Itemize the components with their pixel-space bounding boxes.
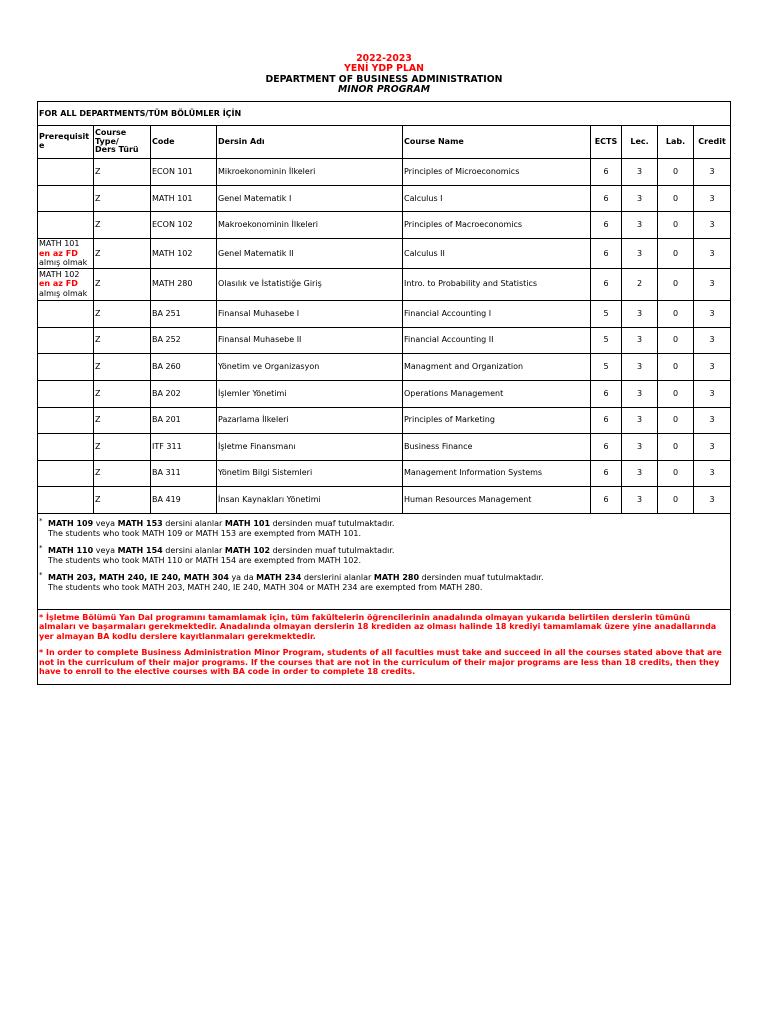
course-code-cell: ECON 101 [151,159,217,186]
requirement-en: * In order to complete Business Administration Minor Program, students of all faculties must take and succeed in all the courses stated above that are not in the curriculum of their major programs. If the courses that are not in the curriculum of their major programs are less than 18 credits, then they have to enroll to the elective courses with BA code in order to complete 18 credits. [39,648,722,677]
lab-hours-cell: 0 [658,486,694,513]
ects-cell: 6 [591,159,622,186]
course-row [38,486,731,513]
requirements [38,609,731,684]
credit-cell: 3 [694,159,731,186]
lecture-hours-cell: 3 [622,212,658,239]
course-type-cell: Z [94,186,151,212]
course-code-cell: ECON 102 [151,212,217,239]
credit-cell: 3 [694,353,731,380]
note-text-en: The students who took MATH 110 or MATH 154 are exempted from MATH 102. [48,555,362,565]
credit-cell: 3 [694,486,731,513]
credit-cell: 3 [694,300,731,327]
course-code: MATH 153 [117,518,163,528]
note-text-tr [48,546,729,556]
course-row [38,186,731,212]
course-code-cell: BA 311 [151,460,217,486]
course-type-cell: Z [94,460,151,486]
lab-hours-cell: 0 [658,186,694,212]
ects-cell: 6 [591,433,622,460]
column-header-credit: Credit [694,126,731,159]
lab-hours-cell: 0 [658,407,694,433]
requirements-row [38,609,731,684]
course-type-cell: Z [94,353,151,380]
prerequisite-cell [38,159,94,186]
exemption-notes-row [38,513,731,609]
note-text: ya da [228,572,257,582]
ects-cell: 5 [591,353,622,380]
column-header-lab: Lab. [658,126,694,159]
course-code-cell: BA 252 [151,327,217,353]
course-name-en-cell: Principles of Microeconomics [403,159,591,186]
course-name-tr-cell: İşletme Finansmanı [217,433,403,460]
prerequisite-cell [38,327,94,353]
course-row [38,460,731,486]
lab-hours-cell: 0 [658,212,694,239]
course-type-cell: Z [94,159,151,186]
ects-cell: 6 [591,186,622,212]
lecture-hours-cell: 3 [622,433,658,460]
lab-hours-cell: 0 [658,239,694,269]
lab-hours-cell: 0 [658,353,694,380]
course-type-cell: Z [94,486,151,513]
course-name-en-cell: Intro. to Probability and Statistics [403,268,591,300]
course-row [38,327,731,353]
course-name-tr-cell: Yönetim Bilgi Sistemleri [217,460,403,486]
note-text: veya [93,518,118,528]
ects-cell: 6 [591,268,622,300]
note-text: dersinden muaf tutulmaktadır. [270,545,395,555]
department-title: DEPARTMENT OF BUSINESS ADMINISTRATION [265,73,503,85]
course-name-tr-cell: İşlemler Yönetimi [217,380,403,407]
course-type-cell: Z [94,380,151,407]
course-name-en-cell: Principles of Macroeconomics [403,212,591,239]
course-name-tr-cell: Makroekonominin İlkeleri [217,212,403,239]
note-text: derslerini alanlar [301,572,374,582]
course-name-en-cell: Business Finance [403,433,591,460]
lab-hours-cell: 0 [658,268,694,300]
credit-cell: 3 [694,186,731,212]
prerequisite-cell [38,212,94,239]
ects-cell: 6 [591,212,622,239]
course-row [38,380,731,407]
requirement-tr: * İşletme Bölümü Yan Dal programını tamamlamak için, tüm fakültelerin öğrencilerinin anadalında olmayan yukarıda belirtilen derslerin tümünü almaları ve başarmaları gerekmektedir. Anadalında olmayan derslerin 18 krediden az olması halinde 18 krediyi tamamlamak üzere yine anadallarında yer almayan BA kodlu derslere kayıtlanmaları gerekmektedir. [39,612,717,641]
course-name-tr-cell: Finansal Muhasebe I [217,300,403,327]
course-name-en-cell: Financial Accounting II [403,327,591,353]
lecture-hours-cell: 3 [622,380,658,407]
course-row [38,268,731,300]
course-type-cell: Z [94,268,151,300]
course-name-tr-cell: Finansal Muhasebe II [217,327,403,353]
course-name-en-cell: Calculus I [403,186,591,212]
course-name-en-cell: Operations Management [403,380,591,407]
table-footer [38,513,731,684]
course-row [38,433,731,460]
course-type-label-en: Course Type/ [95,127,127,146]
prerequisite-cell [38,300,94,327]
prerequisite-cell [38,239,94,269]
course-row [38,212,731,239]
course-code-cell: ITF 311 [151,433,217,460]
note-text: dersini alanlar [162,518,225,528]
note-text-tr [48,573,729,583]
column-header-code: Code [151,126,217,159]
course-code-cell: BA 419 [151,486,217,513]
note-text: veya [93,545,118,555]
course-code: MATH 203, MATH 240, IE 240, MATH 304 [48,572,229,582]
prerequisite-cell [38,380,94,407]
credit-cell: 3 [694,212,731,239]
note-marker: * [39,543,43,552]
course-code: MATH 102 [224,545,271,555]
program-title: MINOR PROGRAM [338,84,430,96]
note-text: dersinden muaf tutulmaktadır. [270,518,395,528]
lab-hours-cell: 0 [658,460,694,486]
column-header-row [38,126,731,159]
note-text: dersinden muaf tutulmaktadır. [419,572,544,582]
course-name-tr-cell: Pazarlama İlkeleri [217,407,403,433]
prerequisite-cell [38,186,94,212]
note-marker: * [39,570,43,579]
prerequisite-cell [38,353,94,380]
ects-cell: 5 [591,300,622,327]
course-row [38,159,731,186]
course-code: MATH 234 [256,572,302,582]
course-row [38,407,731,433]
course-type-cell: Z [94,239,151,269]
note-text-tr [48,519,729,529]
exemption-note [39,543,729,566]
course-name-en-cell: Calculus II [403,239,591,269]
credit-cell: 3 [694,327,731,353]
lab-hours-cell: 0 [658,327,694,353]
course-type-cell: Z [94,407,151,433]
course-code-cell: BA 251 [151,300,217,327]
ects-cell: 6 [591,239,622,269]
note-marker: * [39,516,43,525]
column-header-prerequisite: Prerequisite [38,126,94,159]
ects-cell: 6 [591,380,622,407]
course-name-tr-cell: İnsan Kaynakları Yönetimi [217,486,403,513]
course-type-cell: Z [94,327,151,353]
course-code-cell: MATH 101 [151,186,217,212]
prereq-course: MATH 102 [39,269,80,279]
course-name-en-cell: Management Information Systems [403,460,591,486]
course-name-tr-cell: Mikroekonominin İlkeleri [217,159,403,186]
prerequisite-cell [38,268,94,300]
prereq-course: MATH 101 [39,239,80,248]
note-text-en: The students who took MATH 203, MATH 240, IE 240, MATH 304 or MATH 234 are exempted from MATH 280. [48,582,483,592]
course-name-en-cell: Human Resources Management [403,486,591,513]
course-code-cell: BA 201 [151,407,217,433]
course-code: MATH 110 [48,545,94,555]
credit-cell: 3 [694,380,731,407]
lecture-hours-cell: 3 [622,239,658,269]
ects-cell: 6 [591,407,622,433]
column-header-dersin-adi: Dersin Adı [217,126,403,159]
academic-year: 2022-2023 [356,53,412,64]
course-row [38,239,731,269]
section-title-row [38,102,731,126]
note-text: dersini alanlar [162,545,225,555]
lecture-hours-cell: 3 [622,353,658,380]
course-code-cell: MATH 102 [151,239,217,269]
lab-hours-cell: 0 [658,300,694,327]
course-code-cell: BA 202 [151,380,217,407]
prerequisite-cell [38,433,94,460]
course-rows [38,159,731,514]
course-name-tr-cell: Genel Matematik I [217,186,403,212]
exemption-note [39,570,729,593]
credit-cell: 3 [694,268,731,300]
course-code-cell: MATH 280 [151,268,217,300]
prerequisite-cell [38,460,94,486]
course-name-en-cell: Principles of Marketing [403,407,591,433]
lecture-hours-cell: 3 [622,327,658,353]
lecture-hours-cell: 3 [622,486,658,513]
credit-cell: 3 [694,239,731,269]
table-head [38,102,731,159]
lecture-hours-cell: 3 [622,300,658,327]
prerequisite-cell [38,407,94,433]
lecture-hours-cell: 3 [622,407,658,433]
column-header-lec: Lec. [622,126,658,159]
note-text-en: The students who took MATH 109 or MATH 153 are exempted from MATH 101. [48,528,362,538]
lab-hours-cell: 0 [658,433,694,460]
course-row [38,300,731,327]
course-code: MATH 154 [117,545,163,555]
course-code-cell: BA 260 [151,353,217,380]
course-name-tr-cell: Olasılık ve İstatistiğe Giriş [217,268,403,300]
exemption-note [39,516,729,539]
lecture-hours-cell: 3 [622,159,658,186]
exemption-notes [38,513,731,609]
minor-program-table [37,101,731,685]
column-header-ects: ECTS [591,126,622,159]
credit-cell: 3 [694,433,731,460]
prereq-condition: almış olmak [39,258,88,268]
section-title: FOR ALL DEPARTMENTS/TÜM BÖLÜMLER İÇİN [38,102,731,126]
ects-cell: 6 [591,486,622,513]
credit-cell: 3 [694,407,731,433]
course-name-en-cell: Managment and Organization [403,353,591,380]
column-header-course-type [94,126,151,159]
prereq-grade: en az FD [39,248,78,258]
lecture-hours-cell: 2 [622,268,658,300]
ects-cell: 5 [591,327,622,353]
lecture-hours-cell: 3 [622,186,658,212]
lecture-hours-cell: 3 [622,460,658,486]
prereq-grade: en az FD [39,279,78,289]
course-type-label-tr: Ders Türü [95,145,139,155]
course-row [38,353,731,380]
course-type-cell: Z [94,212,151,239]
prereq-condition: almış olmak [39,289,88,299]
course-code: MATH 109 [48,518,94,528]
document-header [37,54,731,96]
column-header-course-name: Course Name [403,126,591,159]
plan-title: YENİ YDP PLAN [344,63,424,75]
prerequisite-cell [38,486,94,513]
lab-hours-cell: 0 [658,159,694,186]
credit-cell: 3 [694,460,731,486]
course-name-tr-cell: Yönetim ve Organizasyon [217,353,403,380]
lab-hours-cell: 0 [658,380,694,407]
course-name-tr-cell: Genel Matematik II [217,239,403,269]
course-name-en-cell: Financial Accounting I [403,300,591,327]
course-type-cell: Z [94,300,151,327]
ects-cell: 6 [591,460,622,486]
course-type-cell: Z [94,433,151,460]
course-code: MATH 280 [373,572,420,582]
course-code: MATH 101 [224,518,271,528]
